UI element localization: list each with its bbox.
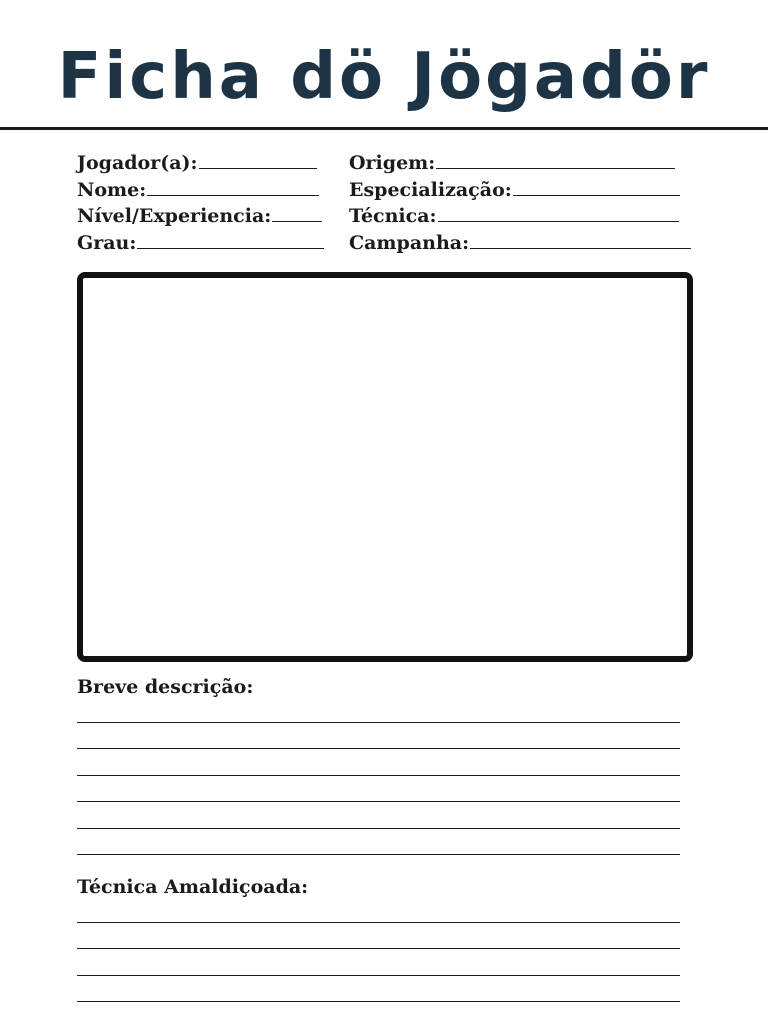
title-banner [0,26,768,126]
field-nivel-experiencia[interactable] [77,201,322,227]
field-jogador[interactable] [77,148,317,174]
field-label: Especialização: [349,178,512,201]
field-blank-line[interactable] [513,195,680,196]
field-origem[interactable] [349,148,675,174]
field-blank-line[interactable] [199,168,317,169]
header-divider [0,127,768,130]
description-line[interactable] [77,828,680,829]
technique-line[interactable] [77,948,680,949]
field-blank-line[interactable] [147,195,319,196]
field-row [77,201,717,228]
field-label: Nível/Experiencia: [77,205,272,228]
field-label: Grau: [77,232,137,255]
field-blank-line[interactable] [438,221,679,222]
technique-line[interactable] [77,975,680,976]
field-label: Técnica: [349,205,437,228]
field-row [77,148,717,175]
field-row [77,175,717,202]
field-tecnica[interactable] [349,201,679,227]
field-blank-line[interactable] [137,248,324,249]
player-info-fields [77,148,717,255]
field-grau[interactable] [77,228,324,254]
field-label: Origem: [349,152,436,174]
field-label: Jogador(a): [77,152,198,174]
description-label: Breve descrição: [77,676,254,698]
description-line[interactable] [77,854,680,855]
field-especializacao[interactable] [349,175,680,201]
field-blank-line[interactable] [272,221,322,222]
field-row [77,228,717,255]
page-title: Ficha dö Jögadör [57,40,711,114]
field-label: Nome: [77,178,147,201]
cursed-technique-label: Técnica Amaldiçoada: [77,876,309,898]
description-line[interactable] [77,748,680,749]
field-label: Campanha: [349,232,470,255]
description-line[interactable] [77,775,680,776]
title-graphic [0,26,768,126]
field-nome[interactable] [77,175,319,201]
technique-line[interactable] [77,1001,680,1002]
technique-line[interactable] [77,922,680,923]
character-portrait-box[interactable] [77,272,693,662]
field-blank-line[interactable] [436,168,675,169]
field-campanha[interactable] [349,228,691,254]
field-blank-line[interactable] [470,248,691,249]
description-line[interactable] [77,722,680,723]
description-line[interactable] [77,801,680,802]
